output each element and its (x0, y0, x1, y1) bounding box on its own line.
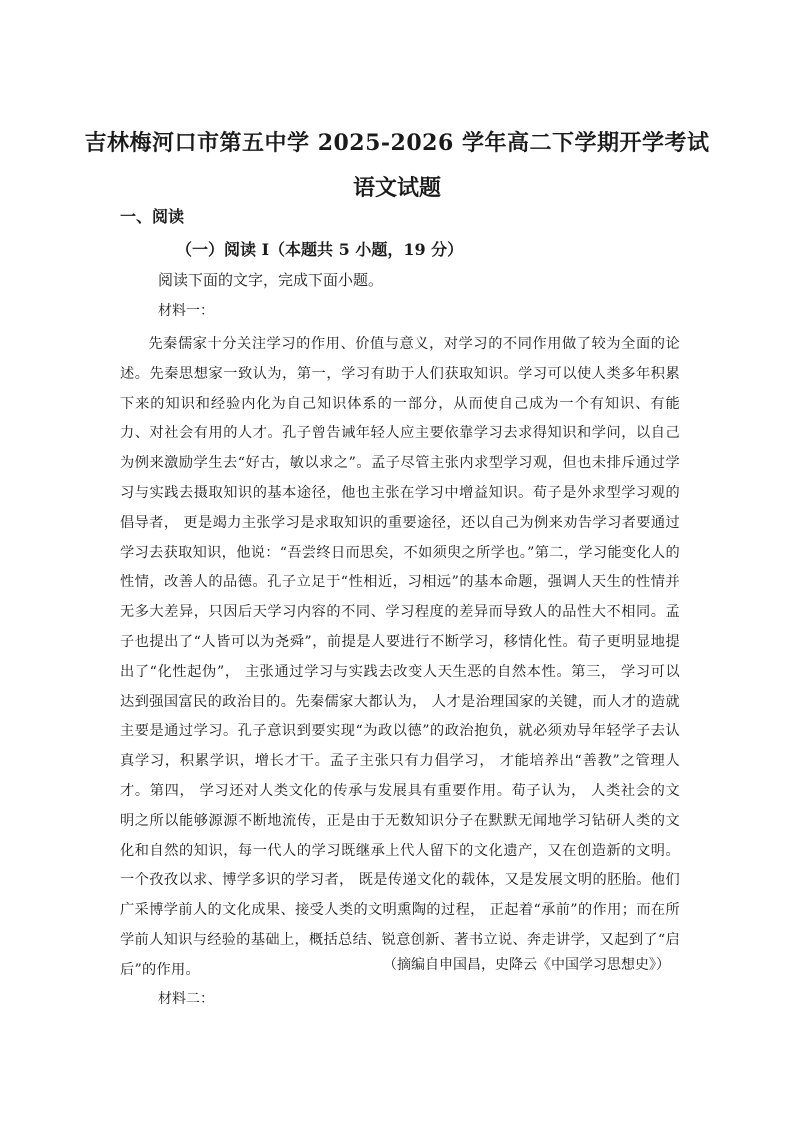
material-two-label: 材料二： (158, 991, 214, 1007)
reading-instruction: 阅读下面的文字，完成下面小题。 (158, 271, 384, 289)
subsection-heading: （一）阅读 I（本题共 5 小题，19 分） (176, 240, 464, 259)
material-one-source: （摘编自申国昌，史降云《中国学习思想史》） (383, 957, 670, 973)
section-heading: 一、阅读 (120, 207, 185, 226)
material-one-text: 先秦儒家十分关注学习的作用、价值与意义，对学习的不同作用做了较为全面的论述。先秦思想家一致认为，第一，学习有助于人们获取知识。学习可以使人类多年积累下来的知识和经验内化为自己知识体系的一部分，从而使自己成为一个有知识、有能力、对社会有用的人才。孔子曾告诫年轻人应主要依靠学习去求得知识和学问，以自己为例来激励学生去“好古，敏以求之”。孟子尽管主张内求型学习观，但也未排斥通过学习与实践去摄取知识的基本途径，他也主张在学习中增益知识。荀子是外求型学习观的倡导者， 更是竭力主张学习是求取知识的重要途径，还以自己为例来劝告学习者要通过学习去获取知识，他说：“吾尝终日而思矣，不如须臾之所学也。”第二，学习能变化人的性情，改善人的品德。孔子立足于“性相近，习相远”的基本命题，强调人天生的性情并无多大差异，只因后天学习内容的不同、学习程度的差异而导致人的品性大不相同。孟子也提出了“人皆可以为尧舜”，前提是人要进行不断学习，移情化性。荀子更明显地提出了“化性起伪”， 主张通过学习与实践去改变人天生恶的自然本性。第三， 学习可以达到强国富民的政治目的。先秦儒家大都认为， 人才是治理国家的关键，而人才的造就主要是通过学习。孔子意识到要实现“为政以德”的政治抱负，就必须劝导年轻学子去认真学习，积累学识，增长才干。孟子主张只有力倡学习， 才能培养出“善教”之管理人才。第四， 学习还对人类文化的传承与发展具有重要作用。荀子认为， 人类社会的文明之所以能够源源不断地流传，正是由于无数知识分子在默默无闻地学习钻研人类的文化和自然的知识，每一代人的学习既继承上代人留下的文化遗产，又在创造新的文明。一个孜孜以求、博学多识的学习者， 既是传递文化的载体，又是发展文明的胚胎。他们广采博学前人的文化成果、接受人类的文明熏陶的过程， 正起着“承前”的作用；而在所学前人知识与经验的基础上，概括总结、锐意创新、著书立说、奔走讲学，又起到了“启后”的作用。 (120, 336, 680, 978)
exam-subtitle: 语文试题 (352, 175, 441, 201)
exam-title: 吉林梅河口市第五中学 2025-2026 学年高二下学期开学考试 (84, 130, 710, 156)
material-one-label: 材料一： (158, 303, 214, 319)
